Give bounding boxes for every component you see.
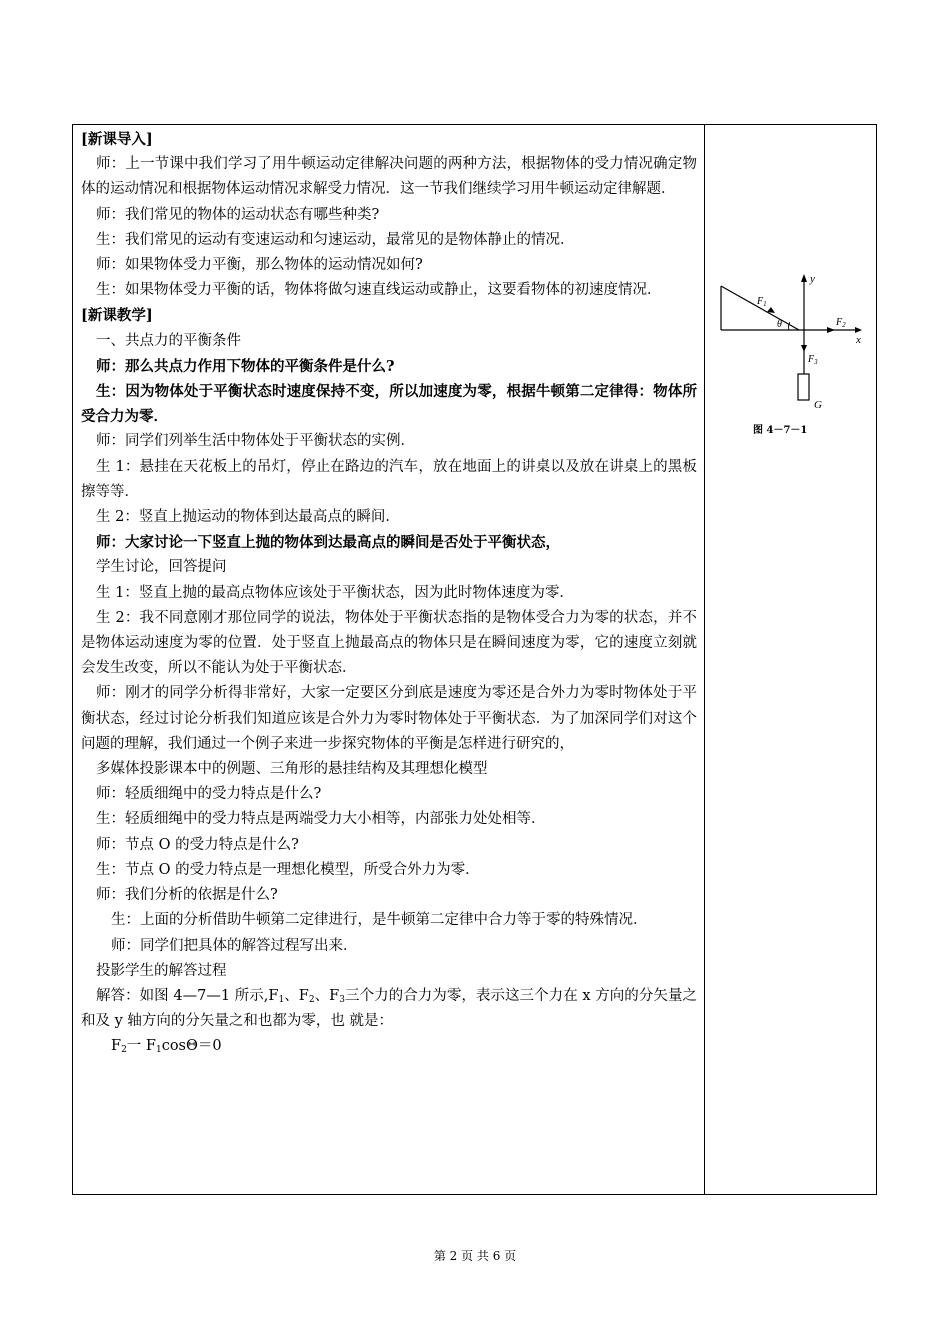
label-g: G	[814, 399, 822, 411]
paragraph: 投影学生的解答过程	[96, 962, 227, 979]
equation	[81, 1034, 697, 1059]
paragraph: 生：我们常见的运动有变速运动和匀速运动，最常见的是物体静止的情况．	[96, 231, 575, 248]
rope-f1	[721, 286, 799, 330]
label-f3-sub: 3	[814, 358, 818, 366]
paragraph: 生 2：我不同意刚才那位同学的说法，物体处于平衡状态指的是物体受合力为零的状态，并不是物体运动速度为零的位置．处于竖直上抛最高点的物体只是在瞬间速度为零，它的速度立刻就会发生改变，所以不能认为处于平衡状态．	[81, 609, 697, 677]
paragraph: 师：上一节课中我们学习了用牛顿运动定律解决问题的两种方法，根据物体的受力情况确定物体的运动情况和根据物体运动情况求解受力情况．这一节我们继续学习用牛顿运动定律解题．	[81, 156, 697, 198]
paragraph: 生 1：竖直上抛的最高点物体应该处于平衡状态，因为此时物体速度为零．	[96, 584, 574, 601]
section-heading-intro: [新课导入]	[81, 131, 153, 148]
label-f3	[807, 354, 818, 366]
label-f1-text: F	[757, 296, 764, 307]
paragraph-solution	[81, 984, 697, 1034]
f1-arrow	[767, 307, 775, 313]
weight-g	[798, 374, 809, 400]
lesson-content	[81, 127, 697, 1060]
f2-arrow	[827, 327, 835, 333]
paragraph: 师：刚才的同学分析得非常好，大家一定要区分到底是速度为零还是合外力为零时物体处于平衡状态，经过讨论分析我们知道应该是合外力为零时物体处于平衡状态．为了加深同学们对这个问题的理解，我们通过一个例子来进一步探究物体的平衡是怎样进行研究的，	[81, 685, 697, 752]
equation-text: 一 F	[126, 1038, 156, 1055]
section-heading-teaching: [新课教学]	[81, 307, 153, 325]
paragraph-bold: 生：因为物体处于平衡状态时速度保持不变，所以加速度为零，根据牛顿第二定律得：物体所受合力为零．	[81, 383, 697, 426]
equation-text: cosΘ＝0	[161, 1038, 222, 1055]
subscript: 2	[308, 994, 315, 1005]
label-x: x	[856, 334, 861, 346]
f3-arrow	[801, 345, 807, 352]
paragraph: 师：我们分析的依据是什么?	[96, 887, 278, 904]
paragraph: 生 1：悬挂在天花板上的吊灯，停止在路边的汽车，放在地面上的讲桌以及放在讲桌上的黑板擦等等．	[81, 458, 697, 500]
label-y: y	[810, 273, 815, 285]
paragraph: 生：节点 O 的受力特点是一理想化模型，所受合外力为零．	[96, 861, 480, 878]
equation-text: F	[111, 1038, 122, 1055]
paragraph: 师：同学们把具体的解答过程写出来．	[111, 937, 358, 954]
page-footer: 第 2 页 共 6 页	[433, 1249, 517, 1263]
paragraph: 师：节点 O 的受力特点是什么?	[96, 836, 299, 853]
force-diagram	[715, 270, 873, 440]
label-f1-sub: 1	[763, 300, 767, 308]
label-f2-sub: 2	[842, 321, 846, 329]
lesson-table	[72, 124, 877, 1195]
paragraph: 师：同学们列举生活中物体处于平衡状态的实例．	[96, 433, 415, 450]
subscript: 1	[278, 994, 285, 1005]
label-theta: θ	[777, 319, 782, 330]
paragraph: 师：如果物体受力平衡，那么物体的运动情况如何?	[96, 257, 423, 274]
label-f2-text: F	[836, 317, 843, 328]
paragraph: 生：上面的分析借助牛顿第二定律进行，是牛顿第二定律中合力等于零的特殊情况．	[111, 912, 648, 929]
solution-text: 三个力的合力为零，表示这三个力在 x 方向的分矢量之和及 y 轴方向的分矢量之和也都为零，也 就是：	[81, 987, 697, 1030]
solution-text: 、F	[314, 987, 340, 1004]
x-axis-arrow	[855, 327, 862, 333]
paragraph: 生：如果物体受力平衡的话，物体将做匀速直线运动或静止，这要看物体的初速度情况．	[96, 282, 662, 299]
subscript: 1	[155, 1045, 162, 1056]
paragraph-bold: 师：那么共点力作用下物体的平衡条件是什么?	[96, 357, 395, 375]
paragraph: 师：我们常见的物体的运动状态有哪些种类?	[96, 206, 380, 223]
label-f2	[835, 317, 846, 329]
paragraph: 生：轻质细绳中的受力特点是两端受力大小相等，内部张力处处相等．	[96, 811, 546, 828]
paragraph: 学生讨论，回答提问	[96, 559, 227, 576]
subscript: 2	[121, 1045, 127, 1056]
solution-text: 、F	[284, 987, 309, 1004]
label-f3-text: F	[808, 354, 815, 365]
paragraph-bold: 师：大家讨论一下竖直上抛的物体到达最高点的瞬间是否处于平衡状态，	[96, 534, 560, 552]
figure-caption: 图 4－7－1	[753, 425, 808, 436]
label-f1	[756, 296, 767, 308]
subsection-title: 一、共点力的平衡条件	[96, 332, 241, 349]
y-axis-arrow	[801, 274, 807, 282]
paragraph: 多媒体投影课本中的例题、三角形的悬挂结构及其理想化模型	[96, 761, 488, 778]
theta-arc	[789, 322, 790, 330]
solution-text: 解答：如图 4—7—1 所示,F	[96, 987, 279, 1004]
subscript: 3	[339, 994, 345, 1005]
paragraph: 师：轻质细绳中的受力特点是什么?	[96, 786, 322, 803]
paragraph: 生 2：竖直上抛运动的物体到达最高点的瞬间．	[96, 509, 400, 526]
column-divider	[704, 125, 705, 1194]
